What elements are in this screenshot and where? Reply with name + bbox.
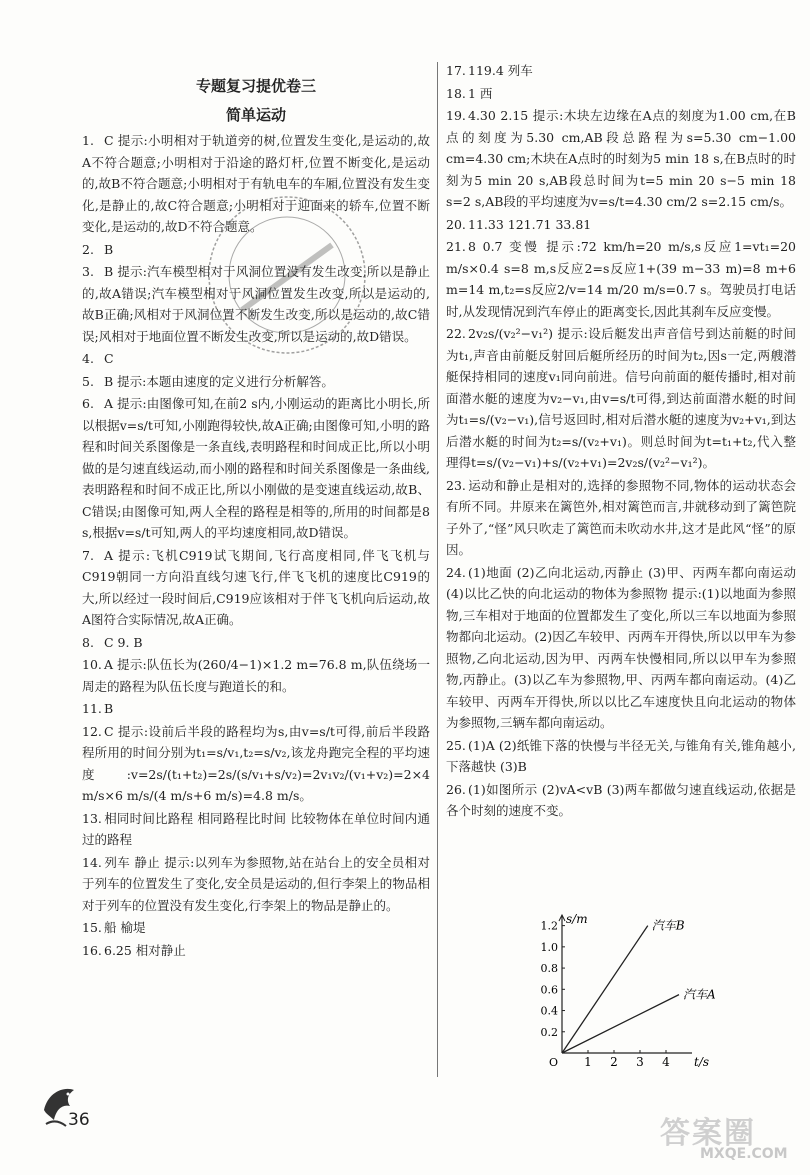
answer-text: 4.30 2.15 提示:木块左边缘在A点的刻度为1.00 cm,在B点的刻度为5.30 cm,AB段总路程为s=5.30 cm−1.00 cm=4.30 cm;木块在A点时的时刻为5 min 18 s,在B点时的时刻为5 min 20 s,AB段总时间为t=5 min 20 s−5 min 18 s=2 s,AB段的平均速度为v=s/t=4.30 cm/2 s=2.15 cm/s。: [446, 108, 796, 209]
answer-item: [82, 940, 430, 962]
x-tick-label: 4: [662, 1055, 670, 1069]
answer-item: [82, 654, 430, 697]
answer-item: [446, 83, 796, 105]
answer-number: 14.: [82, 854, 102, 870]
answer-number: 19.: [446, 108, 466, 123]
answer-text: (1)地面 (2)乙向北运动,丙静止 (3)甲、丙两车都向南运动 (4)以比乙快的向北运动的物体为参照物 提示:(1)以地面为参照物,三车相对于地面的位置都发生了变化,所以三车以地面为参照物都向北运动。(2)因乙车较甲、丙两车开得快,所以以甲车为参照物,乙向北运动,因为甲、丙两车快慢相同,所以以甲车为参照物,丙静止。(3)以乙车为参照物,甲、丙两车都向南运动。(4)乙车较甲、丙两车开得快,所以以比乙车速度快且向北运动的物体为参照物,三辆车都向南运动。: [446, 564, 796, 730]
series-line: [562, 995, 679, 1053]
answer-number: 1.: [82, 133, 94, 148]
answer-text: 6.25 相对静止: [104, 942, 186, 958]
y-axis-label: s/m: [566, 912, 588, 926]
answer-text: 运动和静止是相对的,选择的参照物不同,物体的运动状态会有所不同。井原来在篱笆外,相对篱笆而言,井就移动到了篱笆院子外了,“怪”风只吹走了篱笆而未吹动水井,这才是此风“怪”的原因。: [446, 477, 796, 557]
answer-number: 21.: [446, 239, 466, 254]
watermark-url: MXQE.COM: [700, 1146, 788, 1162]
answer-text: 2v₂s/(v₂²−v₁²) 提示:设后艇发出声音信号到达前艇的时间为t₁,声音由前艇反射回后艇所经历的时间为t₂,因s一定,两艘潜艇保持相同的速度v₁同向前进。信号向前面的艇传播时,相对前面潜水艇的速度为v₂−v₁,由v=s/t可得,到达前面潜水艇的时间为t₁=s/(v₂−v₁),信号返回时,相对后潜水艇的速度为v₂+v₁,到达后潜水艇的时间为t₂=s/(v₂+v₁)。则总时间为t=t₁+t₂,代入整理得t=s/(v₂−v₁)+s/(v₂+v₁)=2v₂s/(v₂²−v₁²)。: [446, 326, 796, 470]
section-title: 专题复习提优卷三: [195, 77, 316, 95]
answer-item: [82, 721, 430, 807]
answer-number: 13.: [82, 810, 102, 826]
answer-number: 25.: [446, 737, 466, 753]
answer-text: 8 0.7 变慢 提示:72 km/h=20 m/s,s反应1=vt₁=20 m/s×0.4 s=8 m,s反应2=s反应1+(39 m−33 m)=8 m+6 m=14 m,t₂=s反应2/v=14 m/20 m/s=0.7 s。驾驶员打电话时,从发现情况到汽车停止的距离变长,因此其刹车反应变慢。: [446, 239, 796, 319]
answer-item: [82, 393, 430, 544]
answer-text: 相同时间比路程 相同路程比时间 比较物体在单位时间内通过的路程: [82, 810, 430, 847]
answer-number: 4.: [82, 351, 94, 366]
answer-text: B: [104, 241, 114, 257]
answer-item: [82, 917, 430, 939]
answer-number: 2.: [82, 241, 94, 257]
answer-number: 16.: [82, 942, 102, 958]
y-tick-label: 0.6: [540, 983, 558, 997]
answer-number: 11.: [82, 701, 102, 716]
answer-item: [82, 852, 430, 917]
x-tick-label: 2: [610, 1055, 618, 1069]
answer-text: C 提示:小明相对于轨道旁的树,位置发生变化,是运动的,故A不符合题意;小明相对于沿途的路灯杆,位置不断变化,是运动的,故B不符合题意;小明相对于有轨电车的车厢,位置没有发生变化,是静止的,故C符合题意;小明相对于迎面来的轿车,位置不断变化,是运动的,故D不符合题意。: [82, 133, 430, 234]
y-tick-label: 1.2: [540, 919, 558, 933]
answer-text: 119.4 列车: [468, 63, 533, 78]
answer-text: (1)如图所示 (2)vA<vB (3)两车都做匀速直线运动,依据是各个时刻的速度不变。: [446, 781, 796, 818]
answer-item: [82, 632, 430, 654]
answer-number: 5.: [82, 373, 94, 389]
answer-text: B: [104, 701, 114, 716]
answer-number: 8.: [82, 634, 94, 650]
answer-number: 17.: [446, 63, 466, 78]
answer-number: 24.: [446, 564, 466, 580]
x-tick-label: 3: [636, 1055, 644, 1069]
column-divider: [437, 62, 438, 1077]
stamp-seal: [202, 190, 372, 360]
x-axis-label: t/s: [694, 1055, 710, 1069]
watermark-logo: 答案圈: [660, 1116, 756, 1151]
answer-text: C 提示:设前后半段的路程均为s,由v=s/t可得,前后半段路程所用的时间分别为t₁=s/v₁,t₂=s/v₂,该龙舟跑完全程的平均速度:v=2s/(t₁+t₂)=2s/(s/v₁+s/v₂)=2v₁v₂/(v₁+v₂)=2×4 m/s×6 m/s/(4 m/s+6 m/s)=4.8 m/s。: [82, 723, 430, 803]
answer-item: [446, 323, 796, 474]
answer-text: B 提示:汽车模型相对于风洞位置没有发生改变,所以是静止的,故A错误;汽车模型相对于风洞位置发生改变,所以是运动的,故B正确;风相对于风洞位置不断发生改变,所以是运动的,故C错误;风相对于地面位置不断发生改变,所以是运动的,故D错误。: [82, 264, 430, 344]
answer-number: 3.: [82, 264, 94, 279]
y-tick-label: 0.8: [540, 962, 558, 976]
origin-label: O: [548, 1056, 558, 1069]
answer-item: [82, 808, 430, 851]
answer-item: [82, 371, 430, 393]
answer-text: 船 榆堤: [104, 920, 146, 935]
answer-number: 10.: [82, 657, 102, 672]
y-tick-label: 0.4: [540, 1004, 558, 1018]
answer-item: [446, 735, 796, 778]
answer-number: 15.: [82, 920, 102, 935]
series-label: 汽车A: [683, 987, 716, 1002]
st-chart: [532, 905, 716, 1069]
series-label: 汽车B: [651, 918, 685, 933]
answer-number: 7.: [82, 547, 94, 563]
answer-number: 20.: [446, 216, 466, 232]
answer-number: 6.: [82, 396, 94, 411]
answer-number: 22.: [446, 326, 466, 341]
answer-item: [446, 236, 796, 322]
section-subtitle: 简单运动: [225, 106, 286, 124]
right-answer-list: [446, 60, 796, 822]
series-line: [562, 926, 648, 1053]
page-number: 36: [68, 1110, 90, 1130]
answer-number: 12.: [82, 723, 102, 739]
y-tick-label: 0.2: [540, 1025, 558, 1039]
answer-text: 列车 静止 提示:以列车为参照物,站在站台上的安全员相对于列车的位置发生了变化,安全员是运动的,但行李架上的物品相对于列车的位置没有发生变化,行李架上的物品是静止的。: [82, 854, 430, 913]
answer-number: 23.: [446, 477, 466, 493]
answer-item: [82, 698, 430, 720]
answer-text: C 9. B: [104, 634, 143, 650]
x-tick-label: 1: [584, 1055, 592, 1069]
answer-text: 11.33 121.71 33.81: [468, 216, 592, 232]
answer-item: [446, 105, 796, 213]
answer-item: [82, 545, 430, 631]
y-tick-label: 1.0: [540, 940, 558, 954]
answer-text: B 提示:本题由速度的定义进行分析解答。: [104, 373, 334, 389]
right-column: [446, 60, 796, 823]
answer-text: (1)A (2)纸锥下落的快慢与半径无关,与锥角有关,锥角越小,下落越快 (3)B: [446, 737, 796, 774]
answer-number: 18.: [446, 85, 466, 101]
answer-text: A 提示:由图像可知,在前2 s内,小刚运动的距离比小明长,所以根据v=s/t可知,小刚跑得较快,故A正确;由图像可知,小明的路程和时间关系图像是一条直线,表明路程和时间成正比,所以小明做的是匀速直线运动,而小刚的路程和时间关系图像是一条曲线,表明路程和时间不成正比,所以小刚做的是变速直线运动,故B、C错误;由图像可知,两人全程的路程是相等的,所用的时间都是8 s,根据v=s/t可知,两人的平均速度相同,故D错误。: [82, 396, 430, 540]
answer-item: [446, 562, 796, 734]
answer-text: 1 西: [468, 85, 493, 101]
answer-text: A 提示:飞机C919试飞期间,飞行高度相同,伴飞飞机与C919朝同一方向沿直线匀速飞行,伴飞飞机的速度比C919的大,所以经过一段时间后,C919应该相对于伴飞飞机向后运动,故A图符合实际情况,故A正确。: [82, 547, 430, 627]
answer-number: 26.: [446, 781, 466, 797]
answer-item: [446, 779, 796, 822]
answer-text: C: [104, 351, 114, 366]
answer-item: [446, 60, 796, 82]
answer-item: [446, 475, 796, 561]
answer-text: A 提示:队伍长为(260/4−1)×1.2 m=76.8 m,队伍绕场一周走的路程为队伍长度与跑道长的和。: [82, 657, 430, 694]
answer-item: [446, 214, 796, 236]
